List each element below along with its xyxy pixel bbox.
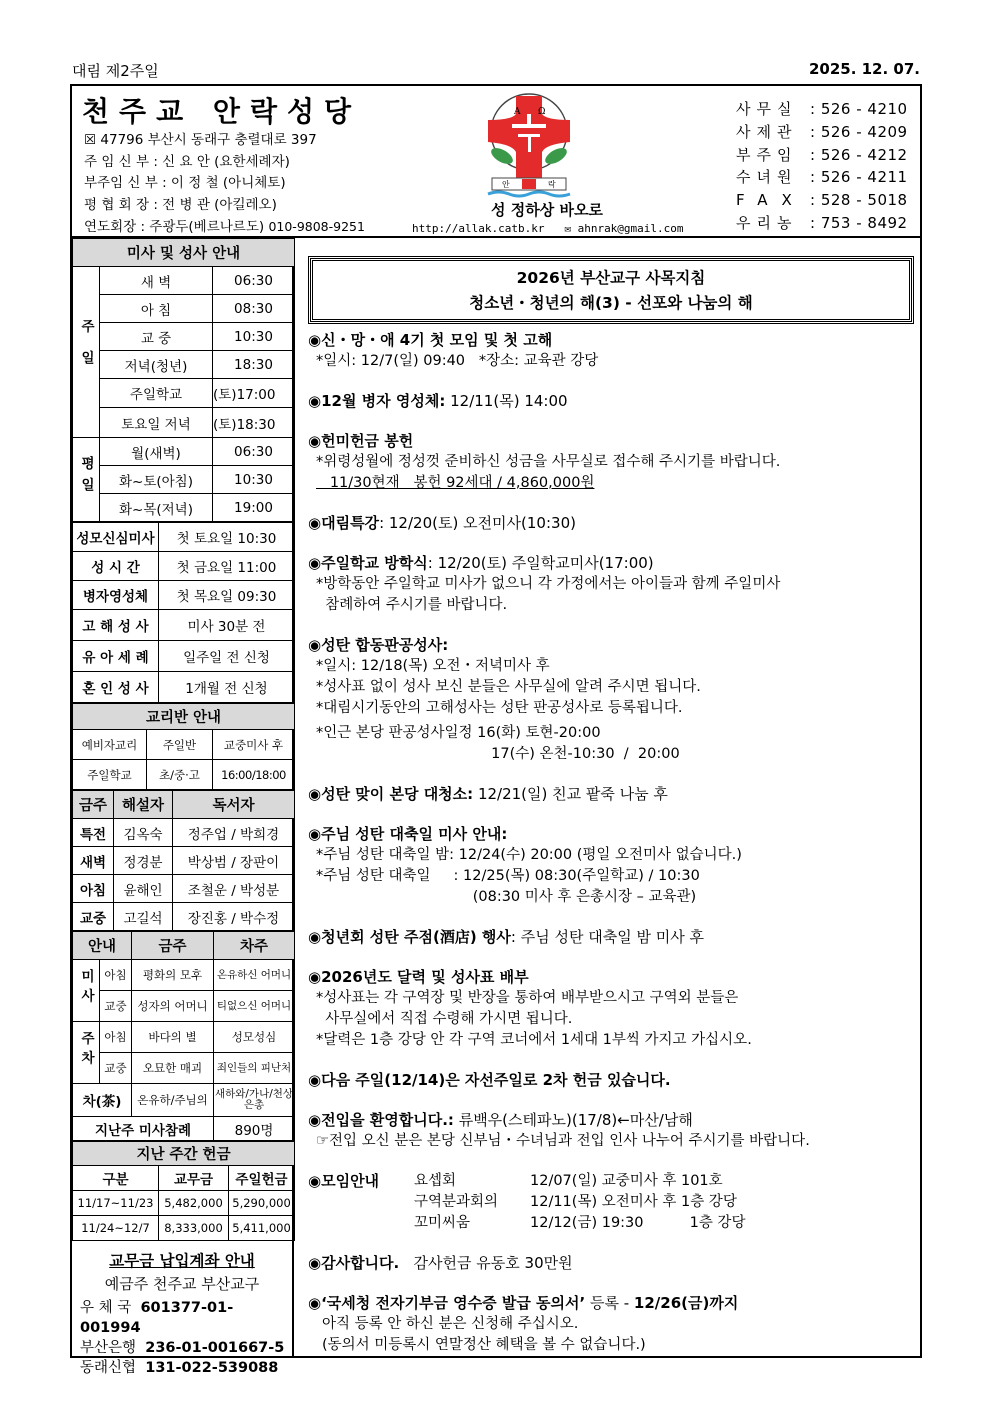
notice-item: ◉다음 주일(12/14)은 자선주일로 2차 헌금 있습니다. bbox=[308, 1071, 671, 1089]
mass-schedule-table: 미사 및 성사 안내 주일 새 벽 06:30 아 침 08:30 교 중 10:30 저녁(청년) 18:30 주일학교 (토)17:00 토요일 저녁 (토)18:30 평일 월(새벽) 06:30 화~토(아침) 10:30 화~목(저녁) 19:00 bbox=[72, 238, 295, 522]
pastor: 주 임 신 부 : 신 요 안 (요한세례자) bbox=[84, 153, 290, 170]
contact-row: 우리농 : 753 - 8492 bbox=[736, 213, 908, 232]
payment-account-info bbox=[72, 1241, 292, 1378]
church-name: 천주교 안락성당 bbox=[82, 95, 362, 128]
notices-list bbox=[308, 330, 908, 1375]
svg-text:Ω: Ω bbox=[538, 107, 546, 117]
notice-item: ◉전입을 환영합니다.: 류백우(스테파노)(17/8)←마산/남해 ☞전입 오신 분은 본당 신부님・수녀님과 전입 인사 나누어 주시기를 바랍니다. bbox=[308, 1111, 810, 1149]
svg-text:안: 안 bbox=[502, 180, 510, 189]
notice-item: ◉성탄 맞이 본당 대청소: 12/21(일) 친교 팥죽 나눔 후 bbox=[308, 785, 668, 803]
notice-item: ◉청년회 성탄 주점(酒店) 행사: 주님 성탄 대축일 밤 미사 후 bbox=[308, 928, 704, 946]
sacraments-table: 성모신심미사 첫 토요일 10:30 성 시 간 첫 금요일 11:00 병자영성체 첫 목요일 09:30 고 해 성 사 미사 30분 전 유 아 세 례 일주일 전 신청 혼 인 성 사 1개월 전 신청 bbox=[72, 522, 295, 703]
bulletin-date: 2025. 12. 07. bbox=[808, 60, 920, 78]
bulletin-frame bbox=[70, 84, 922, 1376]
account-owner: 예금주 천주교 부산교구 bbox=[104, 1275, 260, 1293]
mass-schedule-title: 미사 및 성사 안내 bbox=[73, 239, 295, 267]
notices-column bbox=[296, 238, 920, 1356]
assistant-pastor: 부주임 신 부 : 이 정 철 (아니체토) bbox=[84, 175, 286, 191]
thanks-notice: ◉감사합니다. 감사헌금 유동호 30만원 bbox=[308, 1254, 573, 1272]
weekday-label: 평일 bbox=[73, 438, 100, 522]
liturgical-week: 대림 제2주일 bbox=[72, 62, 159, 80]
contact-row: FAX : 528 - 5018 bbox=[736, 191, 908, 210]
phone-directory bbox=[736, 98, 908, 235]
sunday-label: 주일 bbox=[73, 267, 100, 438]
contact-row: 사무실 : 526 - 4210 bbox=[736, 100, 908, 118]
address: ☒ 47796 부산시 동래구 충렬대로 397 bbox=[84, 132, 317, 148]
catechism-table: 교리반 안내 예비자교리 주일반 교중미사 후 주일학교 초/중·고 16:00/18:00 bbox=[72, 703, 295, 790]
notice-item: ◉12월 병자 영성체: 12/11(목) 14:00 bbox=[308, 392, 568, 410]
parking-guide-label: 주차 bbox=[73, 1022, 100, 1084]
contact-row: 부주임 : 526 - 4212 bbox=[736, 145, 908, 164]
notice-item: ◉주님 성탄 대축일 미사 안내: *주님 성탄 대축일 밤: 12/24(수) 20:00 (평일 오전미사 없습니다.) *주님 성탄 대축일 : 12/25(목) 08:30(주일학교) / 10:30 (08:30 미사 후 은총시장 – 교육관) bbox=[308, 825, 742, 905]
meetings-notice: ◉모임안내 요셉회 12/07(일) 교중미사 후 101호 구역분과회의 12/11(목) 오전미사 후 1층 강당 꼬미씨움 12/12(금) 19:30 1층 강당 bbox=[308, 1172, 746, 1231]
notice-item: ◉주일학교 방학식: 12/20(토) 주일학교미사(17:00) *방학동안 주일학교 미사가 없으니 각 가정에서는 아이들과 함께 주일미사 참례하여 주시기를 바랍니다. bbox=[308, 554, 781, 613]
notice-item: ◉신・망・애 4기 첫 모임 및 첫 고해 *일시: 12/7(일) 09:40 *장소: 교육관 강당 bbox=[308, 331, 599, 369]
contact-row: 수녀원 : 526 - 4211 bbox=[736, 168, 908, 187]
contact-row: 사제관 : 526 - 4209 bbox=[736, 122, 908, 141]
notice-item: ◉대림특강: 12/20(토) 오전미사(10:30) bbox=[308, 514, 576, 532]
notice-item: ◉2026년도 달력 및 성사표 배부 *성사표는 각 구역장 및 반장을 통하여 배부받으시고 구역외 분들은 사무실에서 직접 수령해 가시면 됩니다. *달력은 1층 강당 안 각 구역 코너에서 1세대 1부씩 가지고 가십시오. bbox=[308, 968, 752, 1048]
svg-text:A: A bbox=[514, 107, 521, 117]
email-link[interactable]: ✉ ahnrak@gmail.com bbox=[564, 222, 684, 235]
yeondo-leader: 연도회장 : 주광두(베르나르도) 010-9808-9251 bbox=[84, 219, 365, 235]
notice-item: ◉헌미헌금 봉헌 *위령성월에 정성껏 준비하신 성금을 사무실로 접수해 주시기를 바랍니다. 11/30현재 봉헌 92세대 / 4,860,000원 bbox=[308, 432, 781, 491]
notice-item: ◉성탄 합동판공성사: *일시: 12/18(목) 오전・저녁미사 후 *성사표 없이 성사 보신 분들은 사무실에 알려 주시면 됩니다. *대림시기동안의 고해성사는 성탄 판공성사로 등록됩니다. *인근 본당 판공성사일정 16(화) 토현-20:00 17(수) 온천-10:30 / 20:00 bbox=[308, 636, 701, 762]
church-info bbox=[84, 130, 365, 239]
account-title: 교무금 납입계좌 안내 bbox=[109, 1252, 255, 1270]
svg-text:락: 락 bbox=[548, 180, 556, 189]
attendance-value: 890명 bbox=[214, 1117, 295, 1141]
mass-guide-label: 미사 bbox=[73, 960, 100, 1022]
bank-accounts: 우 체 국 601377-01-001994 부산은행 236-01-001667-5 동래신협 131-022-539088 bbox=[80, 1300, 285, 1376]
patron-saint: 성 정하상 바오로 bbox=[491, 201, 603, 219]
council-president: 평 협 회 장 : 전 병 관 (아킬레오) bbox=[84, 196, 277, 213]
web-contact bbox=[412, 222, 684, 235]
parish-logo-icon bbox=[484, 90, 574, 202]
header bbox=[72, 86, 920, 238]
guide-table: 안내 금주 차주 미사 아침 평화의 모후 온유하신 어머니 교중 성자의 어머니 티없으신 어머니 주차 아침 바다의 별 성모성심 교중 오묘한 매괴 죄인들의 피난처 차(茶) 온유하/주님의 새하와/가나/천상은총 지난주 미사참례 890명 bbox=[72, 931, 295, 1141]
left-sidebar bbox=[72, 238, 294, 1376]
readers-table: 금주 해설자 독서자 특전 김옥숙 정주업 / 박희경 새벽 정경분 박상범 / 장판이 아침 윤해인 조철운 / 박성분 교중 고길석 장진홍 / 박수정 bbox=[72, 790, 295, 931]
pastoral-theme-box: 2026년 부산교구 사목지침 청소년・청년의 해(3) - 선포와 나눔의 해 bbox=[310, 258, 912, 322]
tax-receipt-notice: ◉‘국세청 전자기부금 영수증 발급 동의서’ 등록 - 12/26(금)까지 아직 등록 안 하신 분은 신청해 주십시오. (동의서 미등록시 연말정산 혜택을 볼 수 없습니다.) bbox=[308, 1294, 739, 1353]
offering-table: 지난 주간 헌금 구분 교무금 주일헌금 11/17~11/23 5,482,000 5,290,000 11/24~12/7 8,333,000 5,411,000 bbox=[72, 1141, 295, 1241]
attendance-label: 지난주 미사참례 bbox=[73, 1117, 214, 1141]
website-link[interactable]: http://allak.catb.kr bbox=[412, 222, 545, 235]
top-line bbox=[72, 60, 920, 82]
yeondo-phone: 010-9808-9251 bbox=[268, 219, 365, 234]
